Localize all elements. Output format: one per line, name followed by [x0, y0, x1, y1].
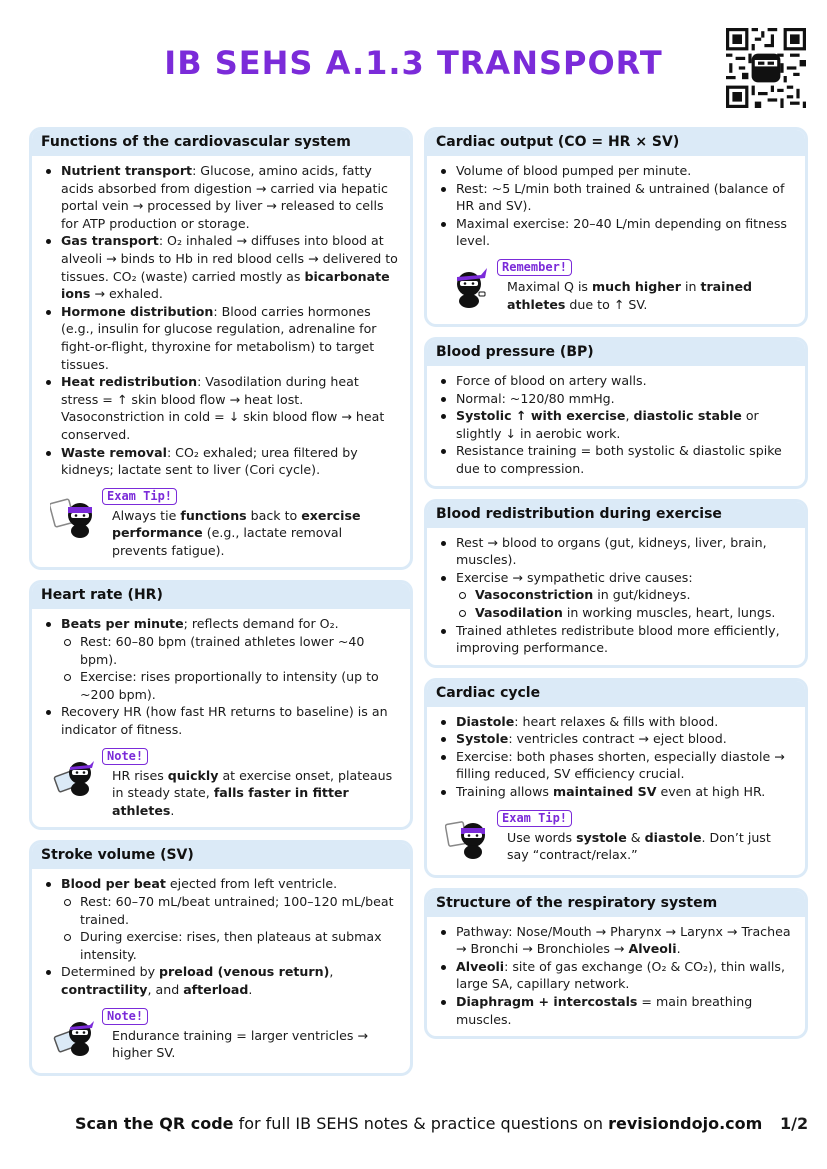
page-number: 1/2: [780, 1114, 809, 1133]
ninja-mascot-icon: [445, 262, 495, 312]
card-heading: Structure of the respiratory system: [427, 891, 805, 917]
tip-tag: Exam Tip!: [497, 810, 572, 827]
tip-tag: Note!: [102, 1008, 148, 1025]
list-item: Resistance training = both systolic & diastolic spike due to compression.: [437, 442, 795, 477]
list-item: Gas transport: O₂ inhaled → diffuses into blood at alveoli → binds to Hb in red blood cells → delivered to tissues. CO₂ (waste) carried mostly as bicarbonate ions → exhaled.: [42, 232, 400, 302]
respiratory-structure-card: [424, 888, 808, 1040]
left-column: [29, 127, 413, 1086]
cardiac-cycle-card: [424, 678, 808, 878]
tip-tag: Remember!: [497, 259, 572, 276]
list-item: Determined by preload (venous return), contractility, and afterload.: [42, 963, 400, 998]
card-heading: Cardiac cycle: [427, 681, 805, 707]
list-item: Force of blood on artery walls.: [437, 372, 795, 390]
card-heading: Functions of the cardiovascular system: [32, 130, 410, 156]
remember-callout: [437, 258, 795, 316]
card-heading: Stroke volume (SV): [32, 843, 410, 869]
list-item: Diaphragm + intercostals = main breathing muscles.: [437, 993, 795, 1028]
ninja-mascot-icon: [50, 491, 100, 541]
exam-tip-callout: [437, 809, 795, 867]
sub-list-item: Vasodilation in working muscles, heart, lungs.: [456, 604, 795, 622]
sub-list-item: Rest: 60–70 mL/beat untrained; 100–120 mL/beat trained.: [61, 893, 400, 928]
functions-card: [29, 127, 413, 570]
heart-rate-card: [29, 580, 413, 830]
footer-text: Scan the QR code for full IB SEHS notes & practice questions on revisiondojo.com: [75, 1114, 763, 1133]
ninja-mascot-icon: [50, 1011, 100, 1061]
card-heading: Blood pressure (BP): [427, 340, 805, 366]
qr-code-icon: [726, 28, 806, 108]
list-item: Volume of blood pumped per minute.: [437, 162, 795, 180]
right-column: [424, 127, 808, 1049]
list-item: Exercise → sympathetic drive causes: Vasoconstriction in gut/kidneys. Vasodilation in working muscles, heart, lungs.: [437, 569, 795, 622]
card-heading: Heart rate (HR): [32, 583, 410, 609]
list-item: Waste removal: CO₂ exhaled; urea filtered by kidneys; lactate sent to liver (Cori cycle).: [42, 444, 400, 479]
list-item: Systolic ↑ with exercise, diastolic stable or slightly ↓ in aerobic work.: [437, 407, 795, 442]
list-item: Systole: ventricles contract → eject blood.: [437, 730, 795, 748]
page-title: IB SEHS A.1.3 TRANSPORT: [164, 44, 663, 82]
sub-list-item: Vasoconstriction in gut/kidneys.: [456, 586, 795, 604]
tip-text: Use words systole & diastole. Don’t just say “contract/relax.”: [507, 829, 771, 863]
list-item: Blood per beat ejected from left ventricle. Rest: 60–70 mL/beat untrained; 100–120 mL/beat trained. During exercise: rises, then plateaus at submax intensity.: [42, 875, 400, 963]
list-item: Normal: ~120/80 mmHg.: [437, 390, 795, 408]
exam-tip-callout: [42, 487, 400, 560]
list-item: Pathway: Nose/Mouth → Pharynx → Larynx → Trachea → Bronchi → Bronchioles → Alveoli.: [437, 923, 795, 958]
cardiac-output-card: [424, 127, 808, 327]
tip-text: Always tie functions back to exercise performance (e.g., lactate removal prevents fatigue).: [112, 507, 361, 558]
list-item: Beats per minute; reflects demand for O₂. Rest: 60–80 bpm (trained athletes lower ~40 bpm). Exercise: rises proportionally to intensity (up to ~200 bpm).: [42, 615, 400, 703]
note-callout: [42, 747, 400, 820]
ninja-mascot-icon: [50, 751, 100, 801]
tip-text: HR rises quickly at exercise onset, plateaus in steady state, falls faster in fitter athletes.: [112, 767, 393, 818]
stroke-volume-card: [29, 840, 413, 1075]
tip-text: Maximal Q is much higher in trained athletes due to ↑ SV.: [507, 278, 753, 312]
list-item: Heat redistribution: Vasodilation during heat stress = ↑ skin blood flow → heat lost. Vasoconstriction in cold = ↓ skin blood flow → heat conserved.: [42, 373, 400, 443]
list-item: Maximal exercise: 20–40 L/min depending on fitness level.: [437, 215, 795, 250]
sub-list-item: Exercise: rises proportionally to intensity (up to ~200 bpm).: [61, 668, 400, 703]
list-item: Rest: ~5 L/min both trained & untrained (balance of HR and SV).: [437, 180, 795, 215]
list-item: Exercise: both phases shorten, especially diastole → filling reduced, SV efficiency crucial.: [437, 748, 795, 783]
card-heading: Blood redistribution during exercise: [427, 502, 805, 528]
tip-tag: Exam Tip!: [102, 488, 177, 505]
list-item: Nutrient transport: Glucose, amino acids, fatty acids absorbed from digestion → carried via hepatic portal vein → processed by liver → released to cells for ATP production or storage.: [42, 162, 400, 232]
sub-list-item: During exercise: rises, then plateaus at submax intensity.: [61, 928, 400, 963]
blood-pressure-card: [424, 337, 808, 489]
tip-text: Endurance training = larger ventricles → higher SV.: [112, 1027, 368, 1061]
card-heading: Cardiac output (CO = HR × SV): [427, 130, 805, 156]
list-item: Recovery HR (how fast HR returns to baseline) is an indicator of fitness.: [42, 703, 400, 738]
blood-redistribution-card: [424, 499, 808, 668]
site-link[interactable]: revisiondojo.com: [608, 1114, 763, 1133]
list-item: Hormone distribution: Blood carries hormones (e.g., insulin for glucose regulation, adrenaline for fight-or-flight, thyroxine for metabolism) to target tissues.: [42, 303, 400, 373]
tip-tag: Note!: [102, 748, 148, 765]
list-item: Diastole: heart relaxes & fills with blood.: [437, 713, 795, 731]
list-item: Rest → blood to organs (gut, kidneys, liver, brain, muscles).: [437, 534, 795, 569]
list-item: Alveoli: site of gas exchange (O₂ & CO₂), thin walls, large SA, capillary network.: [437, 958, 795, 993]
ninja-mascot-icon: [445, 813, 495, 863]
note-callout: [42, 1007, 400, 1065]
list-item: Trained athletes redistribute blood more efficiently, improving performance.: [437, 622, 795, 657]
list-item: Training allows maintained SV even at high HR.: [437, 783, 795, 801]
sub-list-item: Rest: 60–80 bpm (trained athletes lower ~40 bpm).: [61, 633, 400, 668]
